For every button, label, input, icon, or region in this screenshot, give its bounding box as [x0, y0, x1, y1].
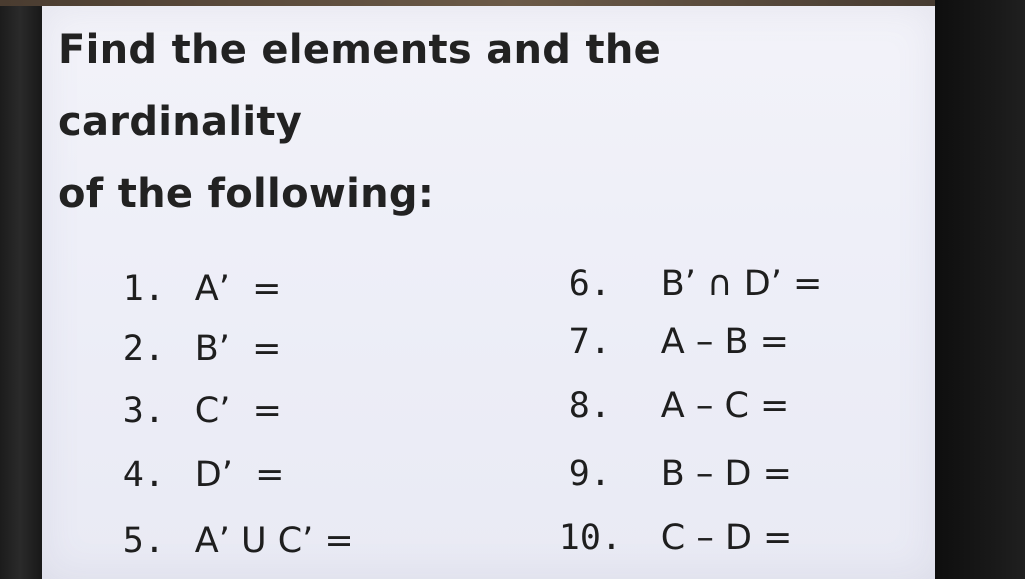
item-number: 2.	[122, 329, 165, 369]
item-number: 8.	[568, 386, 611, 426]
item-number: 4.	[122, 455, 165, 495]
item-number: 10.	[558, 518, 622, 558]
item-number: 6.	[568, 264, 611, 304]
item-expression: A’ =	[194, 269, 282, 309]
title-line-1: Find the elements and the cardinality	[58, 27, 662, 145]
item-expression: C – D =	[660, 518, 793, 558]
item-expression: C’ =	[194, 391, 282, 431]
item-number: 9.	[568, 454, 611, 494]
item-expression: B’ ∩ D’ =	[660, 264, 823, 304]
slide-title	[58, 14, 918, 230]
title-line-2: of the following:	[58, 171, 435, 217]
slide-panel	[42, 6, 935, 579]
right-dark-edge	[935, 0, 1025, 579]
item-expression: A’ U C’ =	[194, 521, 354, 561]
item-number: 5.	[122, 521, 165, 561]
item-expression: B – D =	[660, 454, 792, 494]
exercise-item-5	[56, 481, 354, 579]
item-expression: A – C =	[660, 386, 790, 426]
item-expression: B’ =	[194, 329, 282, 369]
item-expression: D’ =	[194, 455, 285, 495]
item-expression: A – B =	[660, 322, 789, 362]
item-number: 7.	[568, 322, 611, 362]
item-number: 1.	[122, 269, 165, 309]
item-number: 3.	[122, 391, 165, 431]
exercise-item-10	[492, 478, 792, 579]
